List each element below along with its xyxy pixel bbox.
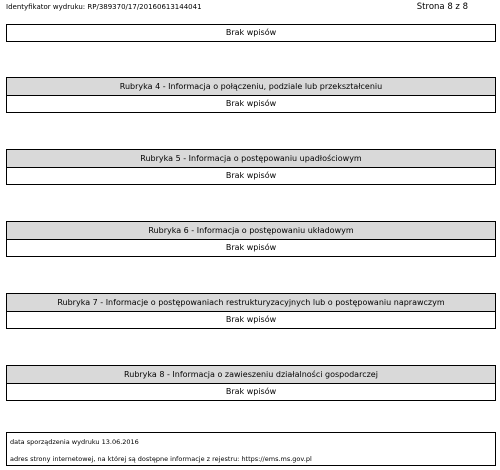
entry-text: Brak wpisów — [225, 99, 277, 108]
entry-text: Brak wpisów — [225, 171, 277, 180]
section-rubryka-4 — [6, 77, 496, 113]
section-rubryka-5 — [6, 149, 496, 185]
section-title: Rubryka 4 - Informacja o połączeniu, podziale lub przekształceniu — [7, 78, 495, 96]
section-title: Rubryka 8 - Informacja o zawieszeniu działalności gospodarczej — [7, 366, 495, 384]
section-rubryka-6 — [6, 221, 496, 257]
section-rubryka-8 — [6, 365, 496, 401]
section-title: Rubryka 7 - Informacje o postępowaniach restrukturyzacyjnych lub o postępowaniu naprawczym — [7, 294, 495, 312]
top-entry-box — [6, 24, 496, 42]
entry-text: Brak wpisów — [225, 315, 277, 324]
register-url-text: adres strony internetowej, na której są dostępne informacje z rejestru: https://ems.ms.gov.pl — [10, 455, 312, 463]
entry-text: Brak wpisów — [225, 243, 277, 252]
page-number: Strona 8 z 8 — [416, 2, 468, 12]
section-title: Rubryka 5 - Informacja o postępowaniu upadłościowym — [7, 150, 495, 168]
section-title: Rubryka 6 - Informacja o postępowaniu układowym — [7, 222, 495, 240]
print-footer — [6, 432, 496, 466]
section-rubryka-7 — [6, 293, 496, 329]
print-identifier: Identyfikator wydruku: RP/389370/17/20160613144041 — [6, 3, 202, 11]
print-date: data sporządzenia wydruku 13.06.2016 — [10, 438, 139, 446]
entry-text: Brak wpisów — [225, 387, 277, 396]
entry-text: Brak wpisów — [225, 28, 277, 37]
